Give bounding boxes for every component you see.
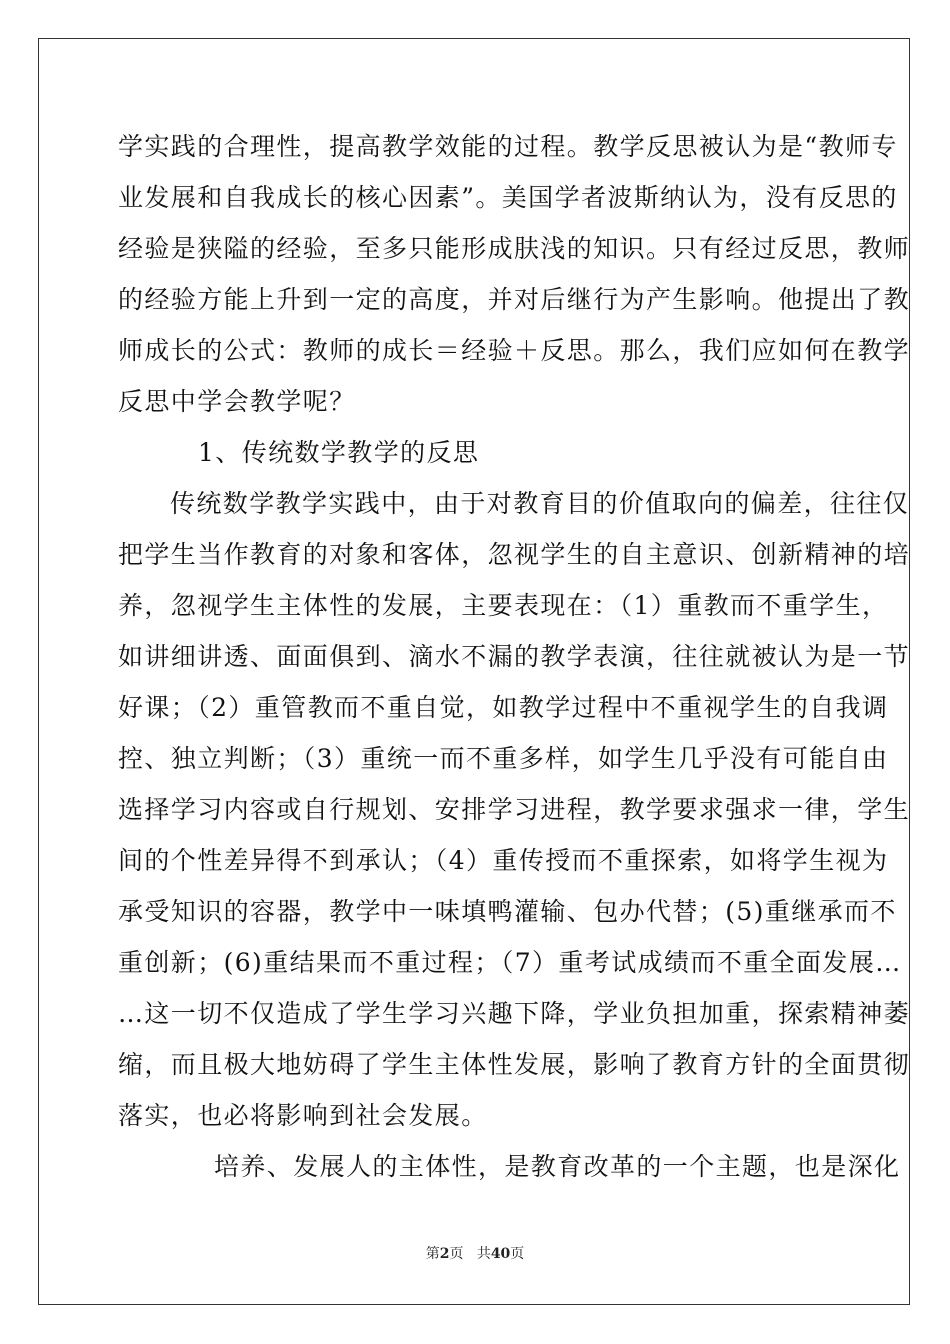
- footer-page-unit: 页: [449, 1246, 464, 1262]
- paragraph-line: 传统数学教学实践中，由于对教育目的价值取向的偏差，往往仅: [170, 489, 910, 518]
- footer-prefix: 第: [425, 1246, 440, 1262]
- paragraph-line: 培养、发展人的主体性，是教育改革的一个主题，也是深化: [214, 1152, 901, 1181]
- footer-total-prefix: 共: [476, 1246, 491, 1262]
- paragraph-line: 选择学习内容或自行规划、安排学习进程，教学要求强求一律，学生: [118, 795, 911, 824]
- paragraph-line: 重创新；(6)重结果而不重过程；（7）重考试成绩而不重全面发展…: [118, 948, 902, 977]
- paragraph-line: 控、独立判断；（3）重统一而不重多样，如学生几乎没有可能自由: [118, 744, 889, 773]
- paragraph-line: 承受知识的容器，教学中一味填鸭灌输、包办代替；(5)重继承而不: [118, 897, 897, 926]
- paragraph-line: 业发展和自我成长的核心因素”。美国学者波斯纳认为，没有反思的: [118, 183, 898, 212]
- paragraph-line: 反思中学会教学呢？: [118, 387, 356, 416]
- paragraph-line: 把学生当作教育的对象和客体，忽视学生的自主意识、创新精神的培: [118, 540, 911, 569]
- paragraph-line: 落实，也必将影响到社会发展。: [118, 1101, 488, 1130]
- paragraph-line: …这一切不仅造成了学生学习兴趣下降，学业负担加重，探索精神萎: [118, 999, 911, 1028]
- paragraph-line: 学实践的合理性，提高教学效能的过程。教学反思被认为是“教师专: [118, 132, 898, 161]
- paragraph-line: 好课；（2）重管教而不重自觉，如教学过程中不重视学生的自我调: [118, 693, 889, 722]
- section-heading: 1、传统数学教学的反思: [198, 438, 480, 467]
- paragraph-line: 的经验方能上升到一定的高度，并对后继行为产生影响。他提出了教: [118, 285, 911, 314]
- footer-total-unit: 页: [510, 1246, 525, 1262]
- document-body: [118, 121, 911, 1192]
- paragraph-line: 如讲细讲透、面面俱到、滴水不漏的教学表演，往往就被认为是一节: [118, 642, 911, 671]
- paragraph-line: 师成长的公式：教师的成长＝经验＋反思。那么，我们应如何在教学: [118, 336, 911, 365]
- page-footer: [0, 1243, 950, 1263]
- paragraph-line: 间的个性差异得不到承认；（4）重传授而不重探索，如将学生视为: [118, 846, 889, 875]
- footer-page-number: 2: [439, 1246, 450, 1262]
- paragraph-line: 养，忽视学生主体性的发展，主要表现在：（1）重教而不重学生，: [118, 591, 889, 620]
- footer-total-pages: 40: [490, 1246, 511, 1262]
- paragraph-line: 缩，而且极大地妨碍了学生主体性发展，影响了教育方针的全面贯彻: [118, 1050, 911, 1079]
- paragraph-line: 经验是狭隘的经验，至多只能形成肤浅的知识。只有经过反思，教师: [118, 234, 911, 263]
